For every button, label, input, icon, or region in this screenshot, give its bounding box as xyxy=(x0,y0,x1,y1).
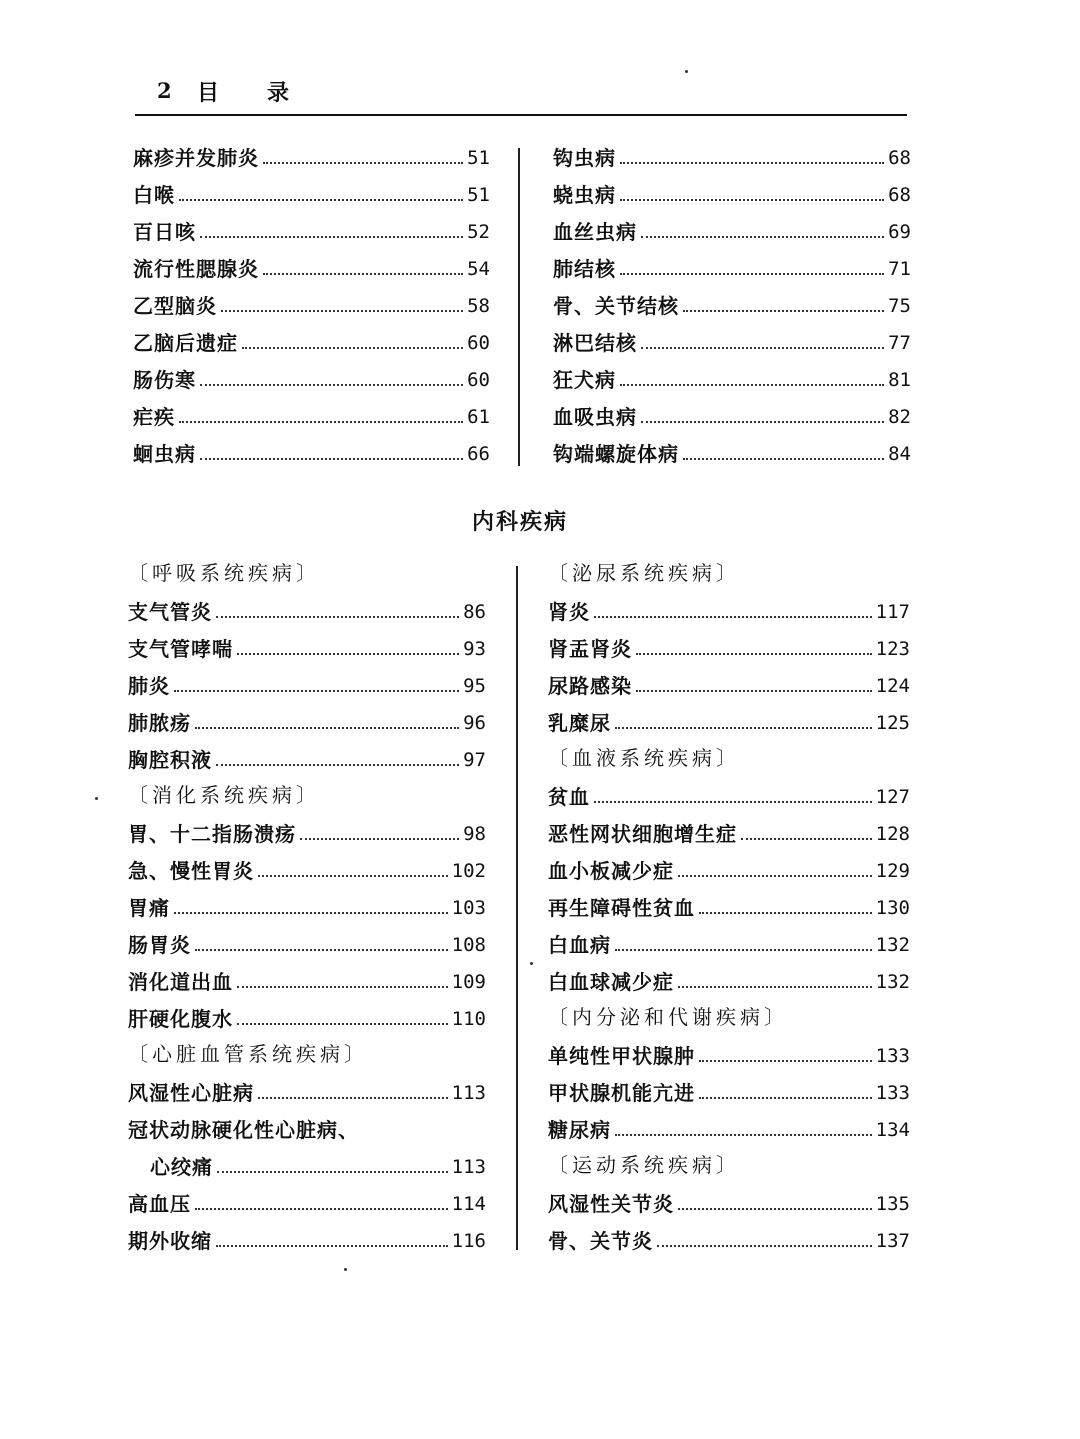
toc-entry-page: 134 xyxy=(875,1119,910,1141)
toc-entry-title: 心绞痛 xyxy=(150,1155,213,1179)
toc-entry[interactable] xyxy=(128,1114,486,1144)
toc-entry[interactable] xyxy=(548,1225,910,1255)
toc-column-top-left xyxy=(133,142,490,472)
dot-leader xyxy=(179,199,463,201)
toc-entry[interactable] xyxy=(548,1114,910,1144)
category-heading: 〔泌尿系统疾病〕 xyxy=(548,561,740,585)
toc-entry-page: 132 xyxy=(875,971,910,993)
toc-entry[interactable] xyxy=(128,1003,486,1033)
toc-entry-page: 93 xyxy=(463,638,486,660)
toc-entry[interactable] xyxy=(548,596,910,626)
toc-entry-title: 肺结核 xyxy=(553,257,616,281)
dot-leader xyxy=(615,949,872,951)
toc-entry-page: 128 xyxy=(875,823,910,845)
toc-entry[interactable] xyxy=(548,855,910,885)
toc-entry[interactable] xyxy=(128,1151,486,1181)
toc-entry[interactable] xyxy=(553,401,911,431)
dot-leader xyxy=(699,1097,872,1099)
dot-leader xyxy=(641,347,884,349)
toc-entry-title: 白血病 xyxy=(548,933,611,957)
toc-entry-title: 冠状动脉硬化性心脏病、 xyxy=(128,1118,359,1142)
toc-entry-title: 白血球减少症 xyxy=(548,970,674,994)
toc-entry-title: 肺炎 xyxy=(128,674,170,698)
toc-entry[interactable] xyxy=(548,1188,910,1218)
toc-entry[interactable] xyxy=(553,142,911,172)
dot-leader xyxy=(641,236,884,238)
category-heading: 〔心脏血管系统疾病〕 xyxy=(128,1042,368,1066)
toc-entry-title: 乳糜尿 xyxy=(548,711,611,735)
toc-entry[interactable] xyxy=(133,179,490,209)
dot-leader xyxy=(620,273,884,275)
toc-entry-title: 淋巴结核 xyxy=(553,331,637,355)
toc-entry-title: 贫血 xyxy=(548,785,590,809)
toc-entry-page: 77 xyxy=(888,332,911,354)
dot-leader xyxy=(195,949,448,951)
dot-leader xyxy=(200,236,463,238)
scan-speck xyxy=(530,962,533,965)
toc-entry-title: 骨、关节结核 xyxy=(553,294,679,318)
dot-leader xyxy=(237,986,448,988)
toc-entry-title: 胃、十二指肠溃疡 xyxy=(128,822,296,846)
toc-entry[interactable] xyxy=(128,929,486,959)
toc-entry-title: 狂犬病 xyxy=(553,368,616,392)
scan-speck xyxy=(95,797,98,800)
toc-entry-title: 尿路感染 xyxy=(548,674,632,698)
dot-leader xyxy=(237,1023,448,1025)
toc-entry[interactable] xyxy=(128,596,486,626)
toc-entry-title: 血吸虫病 xyxy=(553,405,637,429)
toc-entry-page: 133 xyxy=(875,1082,910,1104)
toc-entry-page: 95 xyxy=(463,675,486,697)
dot-leader xyxy=(620,199,884,201)
toc-entry-title: 肝硬化腹水 xyxy=(128,1007,233,1031)
scan-speck xyxy=(344,1268,347,1271)
toc-entry-title: 支气管哮喘 xyxy=(128,637,233,661)
category-heading: 〔运动系统疾病〕 xyxy=(548,1153,740,1177)
toc-entry-page: 130 xyxy=(875,897,910,919)
toc-entry-title: 胸腔积液 xyxy=(128,748,212,772)
dot-leader xyxy=(200,458,463,460)
toc-entry-page: 117 xyxy=(875,601,910,623)
dot-leader xyxy=(216,616,459,618)
toc-entry[interactable] xyxy=(553,438,911,468)
toc-entry[interactable] xyxy=(548,1040,910,1070)
toc-entry[interactable] xyxy=(128,633,486,663)
toc-entry-page: 81 xyxy=(888,369,911,391)
toc-entry-page: 97 xyxy=(463,749,486,771)
toc-entry[interactable] xyxy=(133,438,490,468)
toc-entry[interactable] xyxy=(128,670,486,700)
column-divider-top xyxy=(518,148,520,466)
toc-entry-page: 137 xyxy=(875,1230,910,1252)
toc-entry-title: 糖尿病 xyxy=(548,1118,611,1142)
dot-leader xyxy=(200,384,463,386)
toc-entry[interactable] xyxy=(553,179,911,209)
toc-entry-page: 66 xyxy=(467,443,490,465)
toc-entry-page: 68 xyxy=(888,147,911,169)
category-heading: 〔血液系统疾病〕 xyxy=(548,746,740,770)
toc-entry-title: 乙型脑炎 xyxy=(133,294,217,318)
toc-entry-title: 乙脑后遗症 xyxy=(133,331,238,355)
dot-leader xyxy=(683,458,884,460)
section-title: 内科疾病 xyxy=(471,509,568,535)
dot-leader xyxy=(620,162,884,164)
toc-entry[interactable] xyxy=(548,1077,910,1107)
toc-entry[interactable] xyxy=(128,1077,486,1107)
toc-entry-page: 110 xyxy=(451,1008,486,1030)
dot-leader xyxy=(195,727,459,729)
toc-entry[interactable] xyxy=(548,707,910,737)
toc-entry-title: 麻疹并发肺炎 xyxy=(133,146,259,170)
toc-entry-page: 86 xyxy=(463,601,486,623)
toc-entry-title: 钩端螺旋体病 xyxy=(553,442,679,466)
dot-leader xyxy=(678,875,872,877)
toc-entry-title: 肾炎 xyxy=(548,600,590,624)
toc-entry-title: 百日咳 xyxy=(133,220,196,244)
toc-entry-title: 蛲虫病 xyxy=(553,183,616,207)
toc-entry[interactable] xyxy=(548,892,910,922)
dot-leader xyxy=(300,838,459,840)
toc-entry-page: 60 xyxy=(467,332,490,354)
toc-entry-title: 期外收缩 xyxy=(128,1229,212,1253)
toc-entry-page: 68 xyxy=(888,184,911,206)
toc-entry-title: 肠伤寒 xyxy=(133,368,196,392)
dot-leader xyxy=(221,310,463,312)
toc-entry[interactable] xyxy=(128,966,486,996)
toc-entry-title: 胃痛 xyxy=(128,896,170,920)
toc-entry-page: 114 xyxy=(451,1193,486,1215)
header-title-left: 目 xyxy=(197,80,220,106)
toc-entry[interactable] xyxy=(553,327,911,357)
toc-entry-page: 61 xyxy=(467,406,490,428)
toc-entry-page: 58 xyxy=(467,295,490,317)
dot-leader xyxy=(195,1208,448,1210)
dot-leader xyxy=(174,912,448,914)
toc-entry-page: 113 xyxy=(451,1082,486,1104)
toc-entry-page: 127 xyxy=(875,786,910,808)
dot-leader xyxy=(636,653,872,655)
toc-entry[interactable] xyxy=(128,818,486,848)
dot-leader xyxy=(242,347,463,349)
column-divider-bottom xyxy=(516,566,518,1250)
toc-entry-page: 123 xyxy=(875,638,910,660)
dot-leader xyxy=(678,1208,872,1210)
toc-entry-page: 103 xyxy=(451,897,486,919)
dot-leader xyxy=(699,912,872,914)
toc-entry-page: 51 xyxy=(467,184,490,206)
toc-entry-page: 135 xyxy=(875,1193,910,1215)
dot-leader xyxy=(636,690,872,692)
toc-entry[interactable] xyxy=(128,892,486,922)
toc-entry[interactable] xyxy=(553,253,911,283)
toc-entry[interactable] xyxy=(128,855,486,885)
toc-entry-title: 高血压 xyxy=(128,1192,191,1216)
page-header xyxy=(135,74,907,118)
toc-entry-title: 恶性网状细胞增生症 xyxy=(548,822,737,846)
toc-entry[interactable] xyxy=(548,633,910,663)
toc-entry-page: 133 xyxy=(875,1045,910,1067)
toc-entry-title: 肾盂肾炎 xyxy=(548,637,632,661)
toc-entry[interactable] xyxy=(133,290,490,320)
page-number: 2 xyxy=(157,78,172,103)
toc-entry-title: 钩虫病 xyxy=(553,146,616,170)
toc-entry-page: 71 xyxy=(888,258,911,280)
toc-entry[interactable] xyxy=(133,364,490,394)
dot-leader xyxy=(657,1245,872,1247)
toc-entry-page: 82 xyxy=(888,406,911,428)
toc-entry-page: 116 xyxy=(451,1230,486,1252)
toc-entry[interactable] xyxy=(133,253,490,283)
toc-entry-title: 蛔虫病 xyxy=(133,442,196,466)
toc-entry[interactable] xyxy=(128,744,486,774)
toc-entry-title: 流行性腮腺炎 xyxy=(133,257,259,281)
dot-leader xyxy=(615,727,872,729)
toc-column-bottom-right xyxy=(548,559,910,1259)
toc-entry-title: 肺脓疡 xyxy=(128,711,191,735)
toc-entry[interactable] xyxy=(548,781,910,811)
dot-leader xyxy=(174,690,459,692)
category-heading: 〔消化系统疾病〕 xyxy=(128,783,320,807)
toc-entry-page: 113 xyxy=(451,1156,486,1178)
toc-entry-page: 108 xyxy=(451,934,486,956)
dot-leader xyxy=(263,273,463,275)
toc-entry-title: 支气管炎 xyxy=(128,600,212,624)
dot-leader xyxy=(258,875,448,877)
dot-leader xyxy=(615,1134,872,1136)
toc-entry-page: 60 xyxy=(467,369,490,391)
toc-entry-title: 单纯性甲状腺肿 xyxy=(548,1044,695,1068)
toc-entry-page: 124 xyxy=(875,675,910,697)
toc-entry-page: 129 xyxy=(875,860,910,882)
toc-entry-page: 102 xyxy=(451,860,486,882)
toc-entry-page: 51 xyxy=(467,147,490,169)
toc-entry-page: 96 xyxy=(463,712,486,734)
toc-entry-page: 84 xyxy=(888,443,911,465)
toc-entry-title: 急、慢性胃炎 xyxy=(128,859,254,883)
toc-entry[interactable] xyxy=(133,327,490,357)
dot-leader xyxy=(594,801,872,803)
toc-entry[interactable] xyxy=(133,401,490,431)
toc-entry-title: 甲状腺机能亢进 xyxy=(548,1081,695,1105)
category-heading: 〔呼吸系统疾病〕 xyxy=(128,561,320,585)
dot-leader xyxy=(741,838,872,840)
dot-leader xyxy=(258,1097,448,1099)
toc-entry-page: 132 xyxy=(875,934,910,956)
dot-leader xyxy=(683,310,884,312)
toc-entry[interactable] xyxy=(548,929,910,959)
toc-entry[interactable] xyxy=(553,216,911,246)
dot-leader xyxy=(594,616,872,618)
toc-entry-title: 血丝虫病 xyxy=(553,220,637,244)
toc-entry-title: 肠胃炎 xyxy=(128,933,191,957)
toc-entry-title: 骨、关节炎 xyxy=(548,1229,653,1253)
toc-entry-page: 69 xyxy=(888,221,911,243)
toc-entry-page: 75 xyxy=(888,295,911,317)
dot-leader xyxy=(179,421,463,423)
dot-leader xyxy=(216,1245,448,1247)
toc-entry-page: 52 xyxy=(467,221,490,243)
toc-entry[interactable] xyxy=(128,707,486,737)
toc-entry-page: 98 xyxy=(463,823,486,845)
toc-entry-title: 白喉 xyxy=(133,183,175,207)
toc-column-top-right xyxy=(553,142,911,472)
header-rule xyxy=(135,114,907,116)
scan-speck xyxy=(685,70,688,73)
dot-leader xyxy=(217,1171,448,1173)
toc-entry-title: 疟疾 xyxy=(133,405,175,429)
category-heading: 〔内分泌和代谢疾病〕 xyxy=(548,1005,788,1029)
header-title-right: 录 xyxy=(267,80,290,106)
toc-entry-title: 风湿性关节炎 xyxy=(548,1192,674,1216)
dot-leader xyxy=(699,1060,872,1062)
toc-entry-page: 109 xyxy=(451,971,486,993)
toc-entry-page: 125 xyxy=(875,712,910,734)
dot-leader xyxy=(263,162,463,164)
toc-entry[interactable] xyxy=(553,290,911,320)
toc-entry-title: 再生障碍性贫血 xyxy=(548,896,695,920)
dot-leader xyxy=(620,384,884,386)
toc-entry-page: 54 xyxy=(467,258,490,280)
toc-entry-title: 消化道出血 xyxy=(128,970,233,994)
toc-entry[interactable] xyxy=(548,818,910,848)
toc-entry[interactable] xyxy=(548,670,910,700)
toc-entry[interactable] xyxy=(128,1225,486,1255)
toc-entry[interactable] xyxy=(548,966,910,996)
dot-leader xyxy=(237,653,459,655)
toc-entry-title: 风湿性心脏病 xyxy=(128,1081,254,1105)
toc-column-bottom-left xyxy=(128,559,486,1259)
dot-leader xyxy=(641,421,884,423)
toc-entry[interactable] xyxy=(133,142,490,172)
toc-entry[interactable] xyxy=(128,1188,486,1218)
toc-entry[interactable] xyxy=(553,364,911,394)
dot-leader xyxy=(216,764,459,766)
dot-leader xyxy=(678,986,872,988)
toc-entry-title: 血小板减少症 xyxy=(548,859,674,883)
toc-entry[interactable] xyxy=(133,216,490,246)
